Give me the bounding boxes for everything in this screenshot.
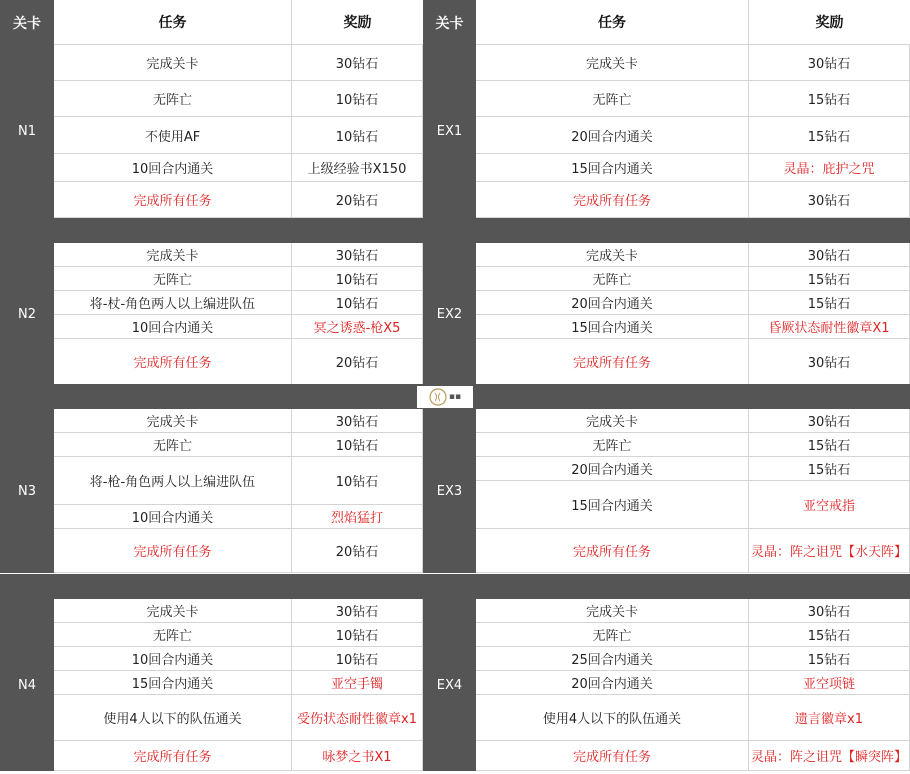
- reward-cell: 10钻石: [292, 117, 423, 154]
- task-cell: 无阵亡: [54, 81, 292, 117]
- reward-cell: 亚空戒指: [749, 481, 910, 529]
- task-cell: 完成关卡: [54, 45, 292, 81]
- task-cell: 无阵亡: [54, 433, 292, 457]
- header-reward-left: 奖励: [292, 0, 423, 45]
- reward-cell: 15钻石: [749, 291, 910, 315]
- task-cell: 25回合内通关: [476, 647, 749, 671]
- task-cell: 完成关卡: [54, 409, 292, 433]
- task-cell: 10回合内通关: [54, 315, 292, 339]
- reward-cell: 15钻石: [749, 117, 910, 154]
- task-cell: 完成所有任务: [476, 182, 749, 218]
- reward-cell: 30钻石: [749, 243, 910, 267]
- level-label-right-2: EX3: [423, 409, 476, 573]
- reward-cell: 30钻石: [749, 599, 910, 623]
- task-cell: 无阵亡: [476, 81, 749, 117]
- reward-cell: 受伤状态耐性徽章x1: [292, 695, 423, 741]
- reward-cell: 咏梦之书X1: [292, 741, 423, 771]
- level-label-left-1: N2: [0, 243, 54, 385]
- level-label-left-3: N4: [0, 599, 54, 771]
- task-cell: 10回合内通关: [54, 647, 292, 671]
- reward-cell: 10钻石: [292, 457, 423, 505]
- reward-cell: 15钻石: [749, 647, 910, 671]
- reward-cell: 遗言徽章x1: [749, 695, 910, 741]
- task-cell: 将-杖-角色两人以上编进队伍: [54, 291, 292, 315]
- reward-cell: 15钻石: [749, 433, 910, 457]
- reward-cell: 15钻石: [749, 623, 910, 647]
- header-level-right: 关卡: [423, 0, 476, 45]
- watermark-logo: [417, 386, 473, 408]
- reward-cell: 昏厥状态耐性徽章X1: [749, 315, 910, 339]
- logo-emblem-icon: [429, 388, 447, 406]
- group-separator: [0, 574, 910, 599]
- reward-cell: 亚空手镯: [292, 671, 423, 695]
- reward-cell: 20钻石: [292, 529, 423, 573]
- task-cell: 无阵亡: [54, 623, 292, 647]
- reward-cell: 10钻石: [292, 291, 423, 315]
- reward-cell: 30钻石: [292, 599, 423, 623]
- task-cell: 使用4人以下的队伍通关: [54, 695, 292, 741]
- level-label-right-1: EX2: [423, 243, 476, 385]
- reward-cell: 30钻石: [749, 182, 910, 218]
- reward-cell: 30钻石: [292, 409, 423, 433]
- task-cell: 完成关卡: [54, 243, 292, 267]
- task-cell: 完成关卡: [476, 409, 749, 433]
- task-cell: 完成所有任务: [54, 529, 292, 573]
- task-cell: 10回合内通关: [54, 505, 292, 529]
- task-cell: 20回合内通关: [476, 117, 749, 154]
- task-cell: 使用4人以下的队伍通关: [476, 695, 749, 741]
- reward-cell: 30钻石: [292, 45, 423, 81]
- task-cell: 完成所有任务: [54, 182, 292, 218]
- reward-cell: 30钻石: [749, 339, 910, 385]
- reward-cell: 10钻石: [292, 647, 423, 671]
- task-cell: 完成所有任务: [476, 339, 749, 385]
- task-cell: 无阵亡: [476, 433, 749, 457]
- level-label-right-3: EX4: [423, 599, 476, 771]
- reward-cell: 20钻石: [292, 182, 423, 218]
- task-cell: 完成所有任务: [54, 741, 292, 771]
- task-cell: 20回合内通关: [476, 457, 749, 481]
- reward-cell: 30钻石: [749, 409, 910, 433]
- reward-cell: 10钻石: [292, 267, 423, 291]
- reward-cell: 15钻石: [749, 457, 910, 481]
- reward-cell: 10钻石: [292, 81, 423, 117]
- task-cell: 完成关卡: [476, 45, 749, 81]
- logo-glyphs: ▪▪: [448, 392, 462, 402]
- level-label-right-0: EX1: [423, 45, 476, 218]
- task-cell: 15回合内通关: [54, 671, 292, 695]
- level-label-left-2: N3: [0, 409, 54, 573]
- reward-cell: 10钻石: [292, 623, 423, 647]
- reward-cell: 冥之诱惑-枪X5: [292, 315, 423, 339]
- task-cell: 将-枪-角色两人以上编进队伍: [54, 457, 292, 505]
- reward-cell: 15钻石: [749, 81, 910, 117]
- reward-cell: 灵晶：阵之诅咒【水天阵】: [749, 529, 910, 573]
- task-cell: 20回合内通关: [476, 291, 749, 315]
- reward-cell: 灵晶：庇护之咒: [749, 154, 910, 182]
- reward-cell: 灵晶：阵之诅咒【瞬突阵】: [749, 741, 910, 771]
- task-cell: 15回合内通关: [476, 315, 749, 339]
- task-cell: 不使用AF: [54, 117, 292, 154]
- reward-cell: 30钻石: [749, 45, 910, 81]
- task-cell: 完成关卡: [476, 599, 749, 623]
- reward-cell: 15钻石: [749, 267, 910, 291]
- reward-cell: 亚空项链: [749, 671, 910, 695]
- task-cell: 15回合内通关: [476, 154, 749, 182]
- task-cell: 无阵亡: [476, 623, 749, 647]
- level-label-left-0: N1: [0, 45, 54, 218]
- reward-cell: 30钻石: [292, 243, 423, 267]
- header-level-left: 关卡: [0, 0, 54, 45]
- group-separator: [0, 218, 910, 243]
- header-reward-right: 奖励: [749, 0, 910, 45]
- task-cell: 完成所有任务: [54, 339, 292, 385]
- header-task-left: 任务: [54, 0, 292, 45]
- reward-cell: 10钻石: [292, 433, 423, 457]
- task-cell: 完成关卡: [476, 243, 749, 267]
- task-cell: 完成所有任务: [476, 529, 749, 573]
- task-cell: 15回合内通关: [476, 481, 749, 529]
- header-task-right: 任务: [476, 0, 749, 45]
- task-cell: 无阵亡: [54, 267, 292, 291]
- task-cell: 无阵亡: [476, 267, 749, 291]
- reward-cell: 上级经验书X150: [292, 154, 423, 182]
- task-cell: 完成关卡: [54, 599, 292, 623]
- task-cell: 10回合内通关: [54, 154, 292, 182]
- task-cell: 20回合内通关: [476, 671, 749, 695]
- reward-cell: 烈焰猛打: [292, 505, 423, 529]
- task-cell: 完成所有任务: [476, 741, 749, 771]
- reward-cell: 20钻石: [292, 339, 423, 385]
